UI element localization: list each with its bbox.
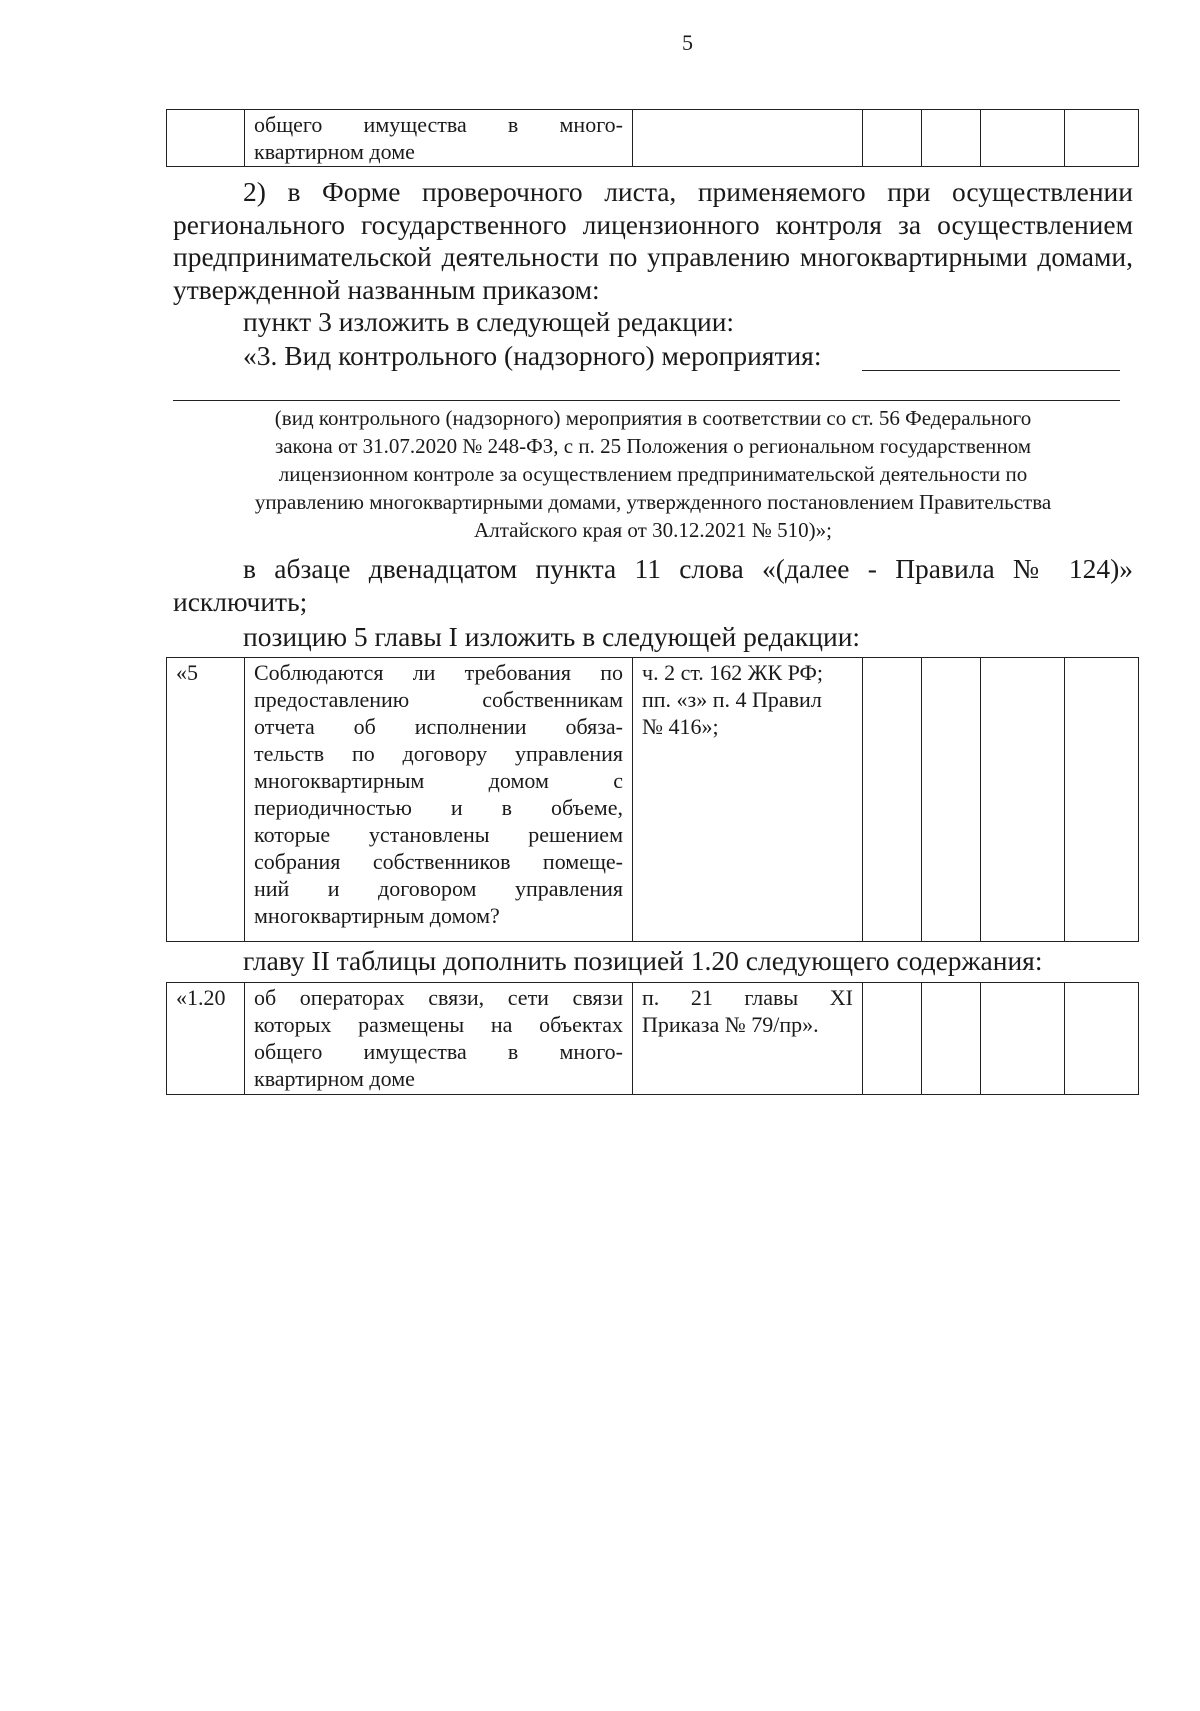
table-position-1-20 bbox=[166, 982, 1139, 1095]
requirement-line: об операторах связи, сети связи bbox=[254, 985, 623, 1010]
empty-cell bbox=[1065, 110, 1139, 167]
fill-in-line bbox=[862, 370, 1120, 371]
point-3-text: «3. Вид контрольного (надзорного) мероприятия: bbox=[243, 340, 822, 371]
requirement-line: многоквартирным домом с bbox=[254, 768, 623, 793]
requirement-line: которые установлены решением bbox=[254, 822, 623, 847]
requirement-cell bbox=[245, 110, 633, 167]
row-number-cell bbox=[167, 110, 245, 167]
requirement-line: предоставлению собственникам bbox=[254, 687, 623, 712]
paragraph-11: в абзаце двенадцатом пункта 11 слова «(далее - Правила № 124)» исключить; bbox=[173, 553, 1133, 617]
requirement-cell bbox=[245, 983, 633, 1095]
empty-cell bbox=[863, 658, 922, 942]
reference-cell bbox=[633, 110, 863, 167]
footnote bbox=[173, 404, 1133, 544]
chapter-2-intro: главу II таблицы дополнить позицией 1.20 следующего содержания: bbox=[243, 945, 1043, 976]
position-5-intro: позицию 5 главы I изложить в следующей редакции: bbox=[243, 621, 861, 652]
table-position-5 bbox=[166, 657, 1139, 942]
footnote-line: (вид контрольного (надзорного) мероприятия в соответствии со ст. 56 Федерального bbox=[274, 406, 1032, 430]
requirement-line: общего имущества в много- bbox=[254, 1039, 623, 1064]
table-continuation bbox=[166, 109, 1139, 167]
requirement-line: квартирном доме bbox=[254, 139, 415, 164]
table-row bbox=[167, 110, 1139, 167]
requirement-line: которых размещены на объектах bbox=[254, 1012, 623, 1037]
footnote-line: закона от 31.07.2020 № 248-ФЗ, с п. 25 Положения о региональном государственном bbox=[274, 434, 1032, 458]
footnote-line: лицензионном контроле за осуществлением предпринимательской деятельности по bbox=[278, 462, 1028, 486]
reference-cell bbox=[633, 658, 863, 942]
requirement-line: отчета об исполнении обяза- bbox=[254, 714, 623, 739]
requirement-line: периодичностью и в объеме, bbox=[254, 795, 623, 820]
table-row bbox=[167, 658, 1139, 942]
empty-cell bbox=[922, 983, 981, 1095]
reference-line: ч. 2 ст. 162 ЖК РФ; bbox=[642, 660, 824, 685]
empty-cell bbox=[981, 658, 1065, 942]
page-number: 5 bbox=[682, 30, 693, 55]
empty-cell bbox=[981, 110, 1065, 167]
requirement-line: многоквартирным домом? bbox=[254, 903, 500, 928]
footnote-line: Алтайского края от 30.12.2021 № 510)»; bbox=[474, 518, 832, 542]
requirement-line: Соблюдаются ли требования по bbox=[254, 660, 623, 685]
requirement-cell bbox=[245, 658, 633, 942]
row-number-cell: «5 bbox=[167, 658, 245, 942]
fill-in-line bbox=[173, 400, 1120, 401]
empty-cell bbox=[863, 983, 922, 1095]
table-row bbox=[167, 983, 1139, 1095]
empty-cell bbox=[922, 110, 981, 167]
reference-cell bbox=[633, 983, 863, 1095]
empty-cell bbox=[1065, 658, 1139, 942]
row-number-cell: «1.20 bbox=[167, 983, 245, 1095]
reference-line: пп. «з» п. 4 Правил bbox=[642, 687, 822, 712]
reference-line: Приказа № 79/пр». bbox=[642, 1012, 819, 1037]
paragraph-2: 2) в Форме проверочного листа, применяемого при осуществлении регионального государственного лицензионного контроля за осуществлением предпринимательской деятельности по управлению многоквартирными домами, утвержденной названным приказом: bbox=[173, 176, 1133, 305]
footnote-line: управлению многоквартирными домами, утвержденного постановлением Правительства bbox=[254, 490, 1052, 514]
reference-line: № 416»; bbox=[642, 714, 719, 739]
reference-line: п. 21 главы XI bbox=[642, 985, 853, 1010]
requirement-line: тельств по договору управления bbox=[254, 741, 623, 766]
empty-cell bbox=[922, 658, 981, 942]
requirement-line: квартирном доме bbox=[254, 1066, 415, 1091]
requirement-line: ний и договором управления bbox=[254, 876, 623, 901]
requirement-line: общего имущества в много- bbox=[254, 112, 623, 137]
requirement-line: собрания собственников помеще- bbox=[254, 849, 623, 874]
point-3-intro: пункт 3 изложить в следующей редакции: bbox=[243, 306, 735, 337]
empty-cell bbox=[1065, 983, 1139, 1095]
empty-cell bbox=[863, 110, 922, 167]
empty-cell bbox=[981, 983, 1065, 1095]
